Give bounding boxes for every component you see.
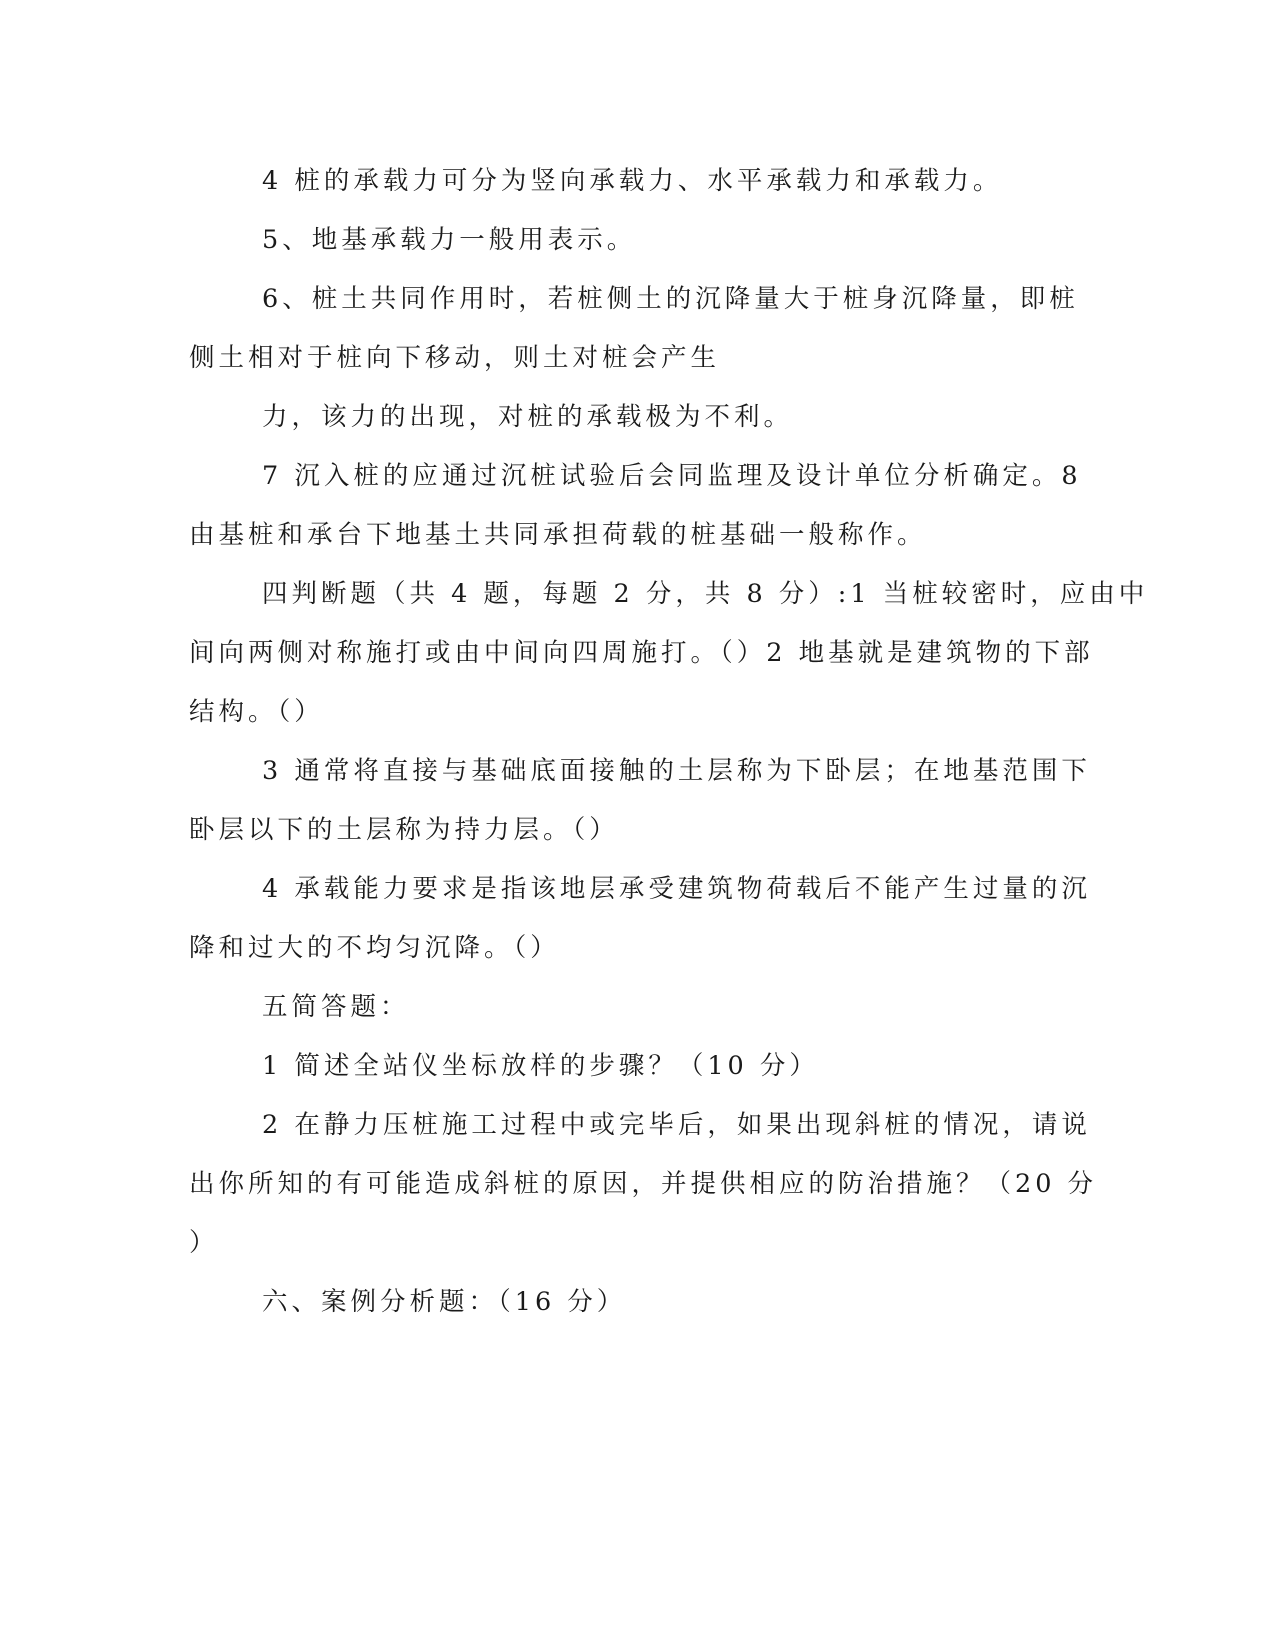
text-line: 间向两侧对称施打或由中间向四周施打。（）2 地基就是建筑物的下部	[189, 638, 1094, 668]
section-heading: 五简答题：	[262, 992, 410, 1022]
section-heading: 六、案例分析题：（16 分）	[262, 1287, 627, 1317]
text-line: 1 简述全站仪坐标放样的步骤？（10 分）	[262, 1051, 819, 1081]
text-line: 结构。（）	[189, 697, 324, 727]
text-line: 出你所知的有可能造成斜桩的原因，并提供相应的防治措施？（20 分	[189, 1169, 1098, 1199]
text-line: 力，该力的出现，对桩的承载极为不利。	[262, 402, 794, 432]
text-line: 6、桩土共同作用时，若桩侧土的沉降量大于桩身沉降量，即桩	[262, 284, 1079, 314]
text-line: 3 通常将直接与基础底面接触的土层称为下卧层；在地基范围下	[262, 756, 1091, 786]
text-line: 4 承载能力要求是指该地层承受建筑物荷载后不能产生过量的沉	[262, 874, 1091, 904]
text-line: 四判断题（共 4 题，每题 2 分，共 8 分）:1 当桩较密时，应由中	[262, 579, 1149, 609]
text-line: 降和过大的不均匀沉降。（）	[189, 933, 560, 963]
text-line: 4 桩的承载力可分为竖向承载力、水平承载力和承载力。	[262, 166, 1003, 196]
text-line: 5、地基承载力一般用表示。	[262, 225, 637, 255]
text-line: ）	[189, 1228, 219, 1258]
text-line: 卧层以下的土层称为持力层。（）	[189, 815, 619, 845]
text-line: 侧土相对于桩向下移动，则土对桩会产生	[189, 343, 721, 373]
text-line: 2 在静力压桩施工过程中或完毕后，如果出现斜桩的情况，请说	[262, 1110, 1091, 1140]
text-line: 由基桩和承台下地基土共同承担荷载的桩基础一般称作。	[189, 520, 927, 550]
text-line: 7 沉入桩的应通过沉桩试验后会同监理及设计单位分析确定。8	[262, 461, 1082, 491]
